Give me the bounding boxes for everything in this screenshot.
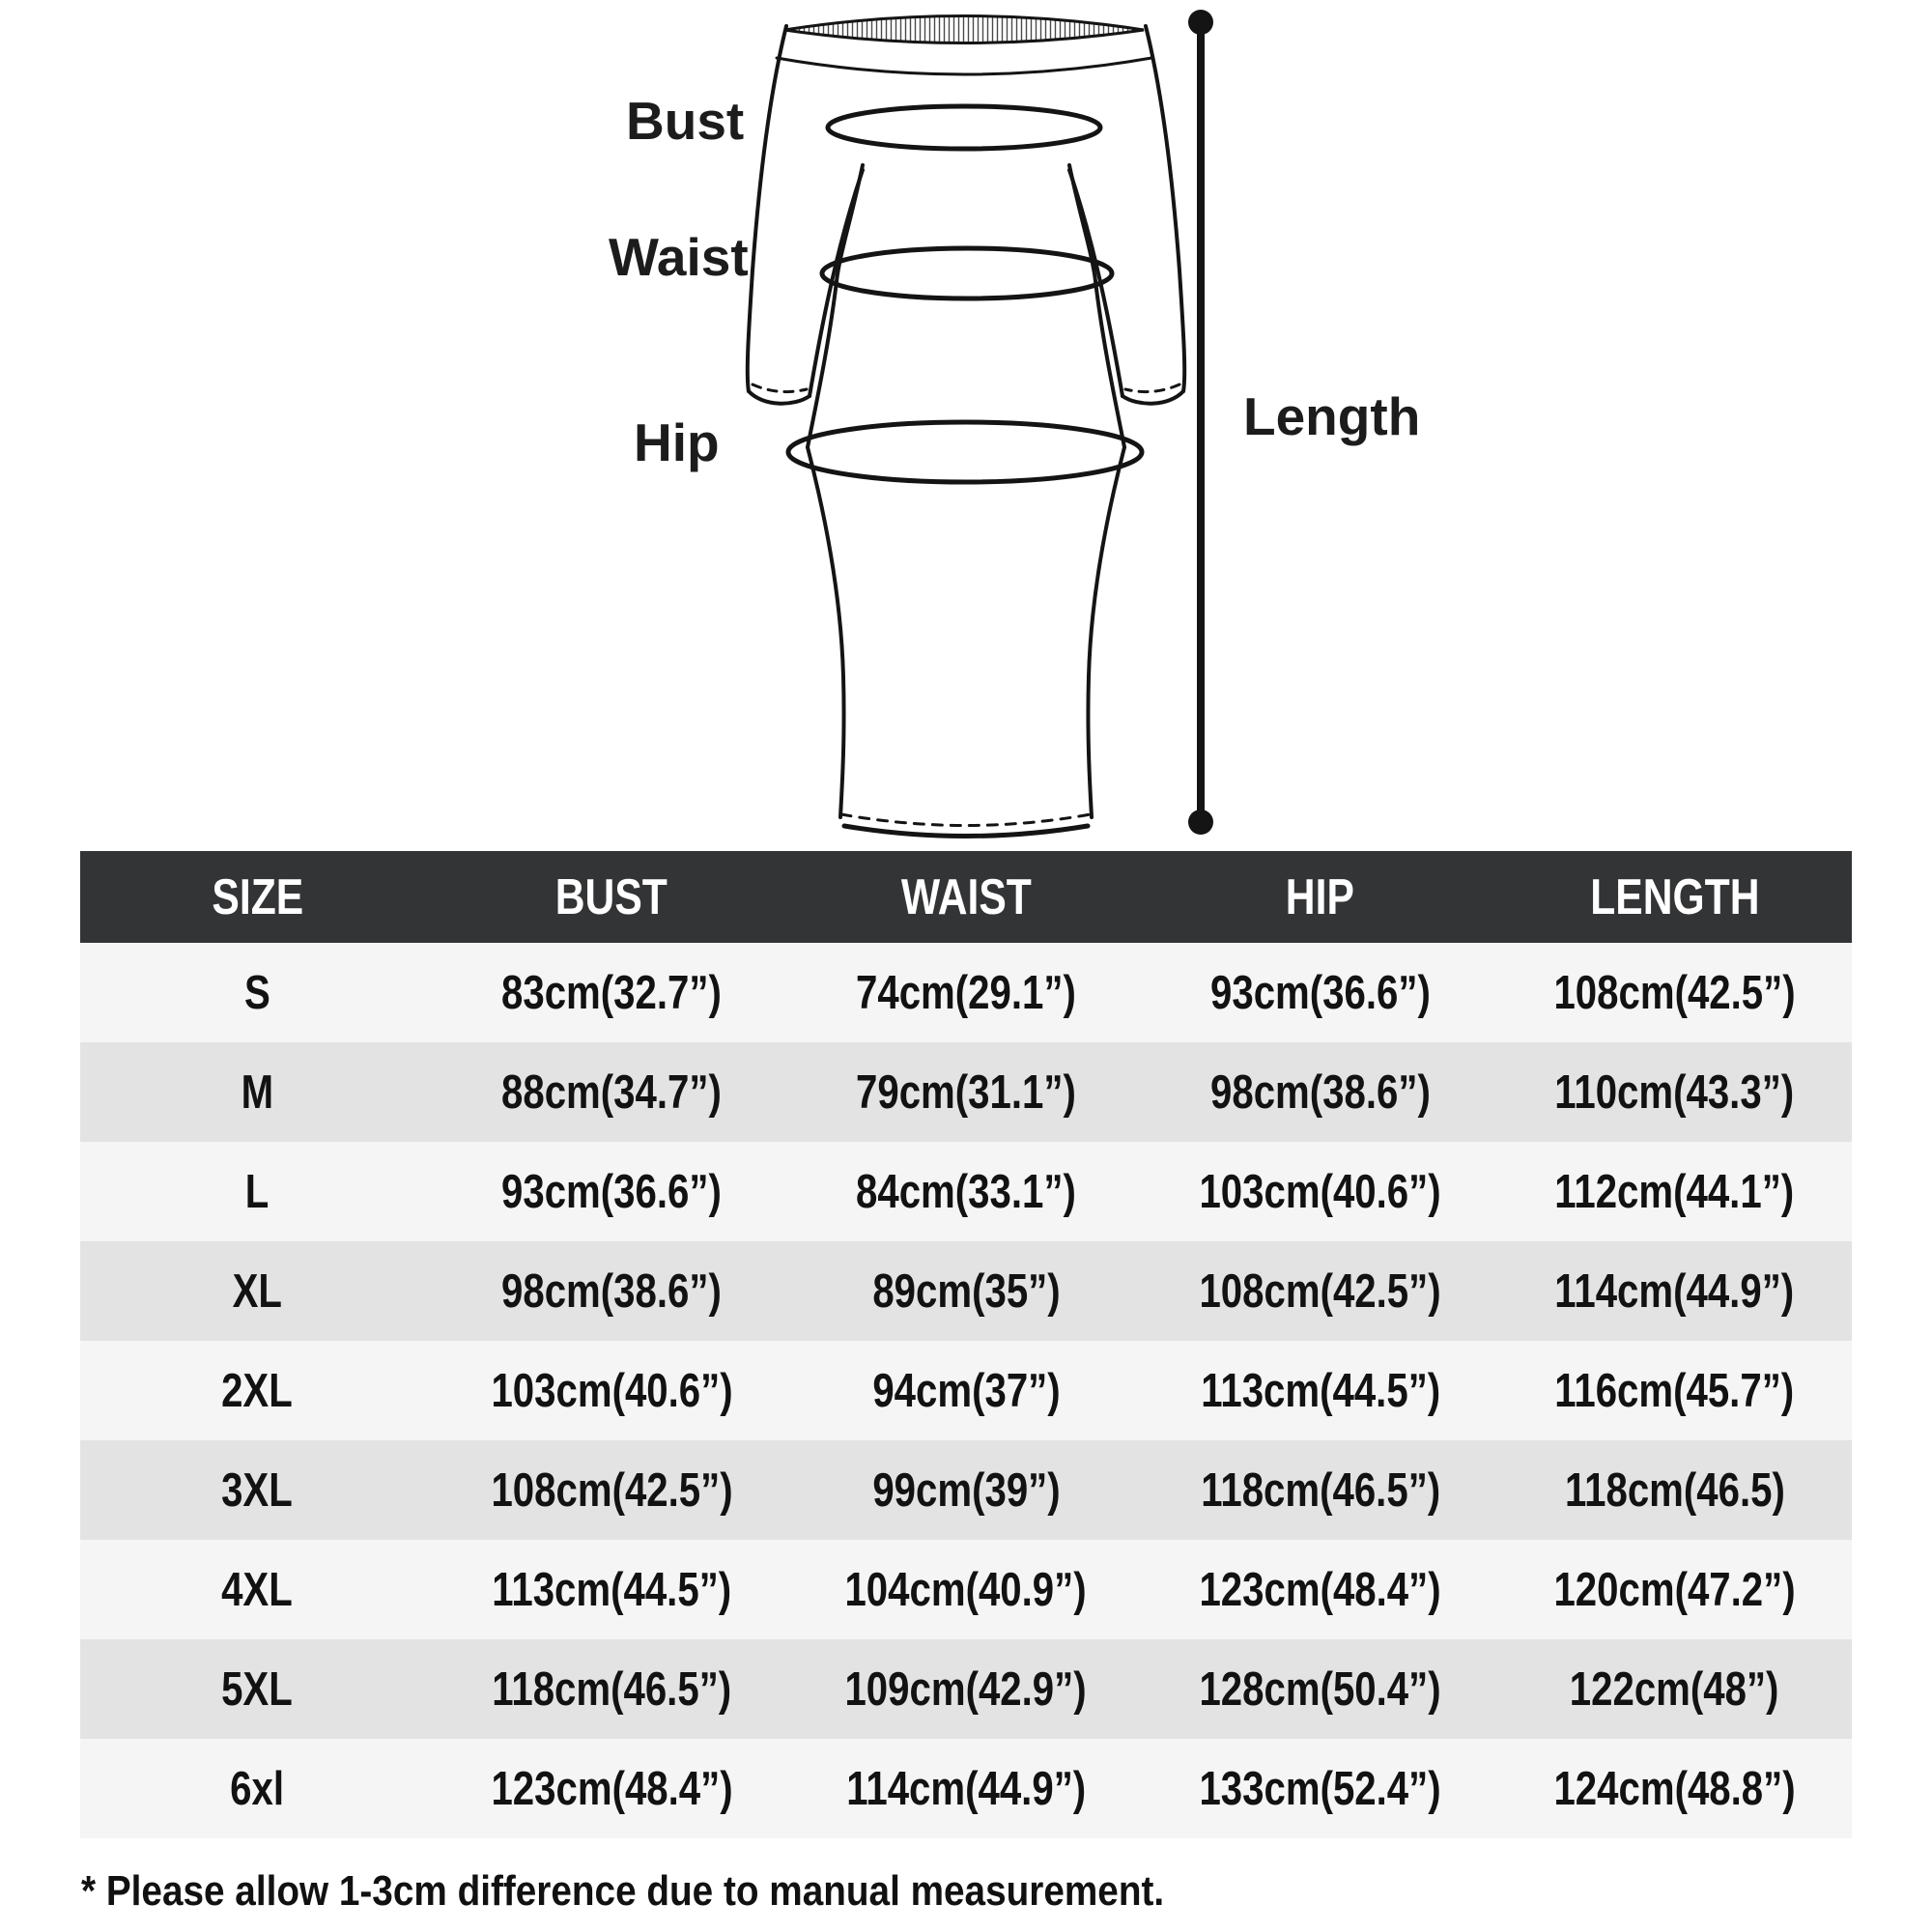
column-header-hip: HIP — [1286, 868, 1355, 925]
table-cell: 79cm(31.1”) — [856, 1065, 1076, 1119]
table-cell: 74cm(29.1”) — [856, 966, 1076, 1019]
table-cell: 93cm(36.6”) — [1209, 966, 1431, 1019]
dress-body-outline — [808, 165, 1124, 837]
table-cell: 6xl — [230, 1762, 285, 1815]
table-cell: 110cm(43.3”) — [1554, 1065, 1795, 1119]
table-cell: 88cm(34.7”) — [501, 1065, 723, 1119]
measurement-footnote-text: * Please allow 1-3cm difference due to manual measurement. — [81, 1867, 1165, 1915]
table-cell: 116cm(45.7”) — [1554, 1364, 1795, 1417]
dress-line-drawing — [0, 0, 1932, 850]
table-cell: 2XL — [221, 1364, 294, 1417]
length-label: Length — [1243, 386, 1421, 446]
bust-label: Bust — [626, 91, 745, 151]
table-cell: 133cm(52.4”) — [1199, 1762, 1441, 1815]
table-cell: 93cm(36.6”) — [501, 1165, 723, 1218]
left-sleeve — [748, 26, 863, 404]
table-cell: 109cm(42.9”) — [844, 1662, 1088, 1716]
size-row-6xl — [80, 1739, 1852, 1838]
table-cell: L — [245, 1165, 270, 1218]
table-cell: 118cm(46.5) — [1564, 1463, 1785, 1517]
size-table — [80, 851, 1852, 1838]
table-cell: S — [243, 966, 270, 1019]
table-cell: 108cm(42.5”) — [1199, 1264, 1441, 1318]
table-cell: 128cm(50.4”) — [1199, 1662, 1441, 1716]
table-cell: 108cm(42.5”) — [491, 1463, 733, 1517]
table-cell: 94cm(37”) — [871, 1364, 1061, 1417]
table-cell: 108cm(42.5”) — [1553, 966, 1796, 1019]
hip-measure-ellipse — [788, 422, 1142, 482]
hip-label: Hip — [634, 412, 720, 472]
table-cell: 120cm(47.2”) — [1553, 1563, 1796, 1616]
column-header-length: LENGTH — [1589, 868, 1760, 925]
table-cell: 98cm(38.6”) — [501, 1264, 723, 1318]
column-header-size: SIZE — [212, 868, 303, 925]
size-table-body — [80, 943, 1852, 1838]
table-cell: 122cm(48”) — [1570, 1662, 1779, 1716]
table-cell: 83cm(32.7”) — [501, 966, 723, 1019]
table-cell: 123cm(48.4”) — [491, 1762, 733, 1815]
table-cell: M — [241, 1065, 274, 1119]
table-cell: 89cm(35”) — [871, 1264, 1061, 1318]
size-row-s — [80, 943, 1852, 1042]
table-cell: 3XL — [221, 1463, 294, 1517]
table-cell: 84cm(33.1”) — [856, 1165, 1076, 1218]
bust-measure-ellipse — [828, 106, 1100, 149]
table-cell: 113cm(44.5”) — [492, 1563, 732, 1616]
table-cell: 123cm(48.4”) — [1199, 1563, 1441, 1616]
column-header-waist: WAIST — [900, 868, 1032, 925]
table-cell: 4XL — [221, 1563, 294, 1616]
size-row-m — [80, 1042, 1852, 1142]
dress-measurement-diagram — [0, 0, 1932, 850]
measurement-footnote — [81, 1866, 1312, 1918]
size-row-4xl — [80, 1540, 1852, 1639]
size-row-l — [80, 1142, 1852, 1241]
table-cell: 104cm(40.9”) — [844, 1563, 1088, 1616]
size-row-5xl — [80, 1639, 1852, 1739]
right-sleeve — [1069, 26, 1184, 404]
table-cell: 124cm(48.8”) — [1553, 1762, 1796, 1815]
waist-label: Waist — [609, 227, 749, 287]
size-table-header-row — [80, 851, 1852, 943]
column-header-bust: BUST — [555, 868, 668, 925]
table-cell: 99cm(39”) — [871, 1463, 1061, 1517]
table-cell: 118cm(46.5”) — [492, 1662, 732, 1716]
neckline-hatch — [784, 16, 1144, 43]
table-cell: 5XL — [221, 1662, 294, 1716]
table-cell: 112cm(44.1”) — [1554, 1165, 1795, 1218]
table-cell: 103cm(40.6”) — [1199, 1165, 1441, 1218]
table-cell: 98cm(38.6”) — [1209, 1065, 1431, 1119]
size-row-3xl — [80, 1440, 1852, 1540]
size-row-xl — [80, 1241, 1852, 1341]
table-cell: 103cm(40.6”) — [491, 1364, 733, 1417]
waist-measure-ellipse — [822, 248, 1112, 298]
table-cell: 114cm(44.9”) — [846, 1762, 1086, 1815]
length-measure-line — [1188, 10, 1213, 835]
table-cell: 113cm(44.5”) — [1200, 1364, 1440, 1417]
neckline-fold-edge — [777, 58, 1151, 74]
table-cell: 118cm(46.5”) — [1200, 1463, 1440, 1517]
table-cell: XL — [232, 1264, 283, 1318]
size-row-2xl — [80, 1341, 1852, 1440]
table-cell: 114cm(44.9”) — [1554, 1264, 1795, 1318]
